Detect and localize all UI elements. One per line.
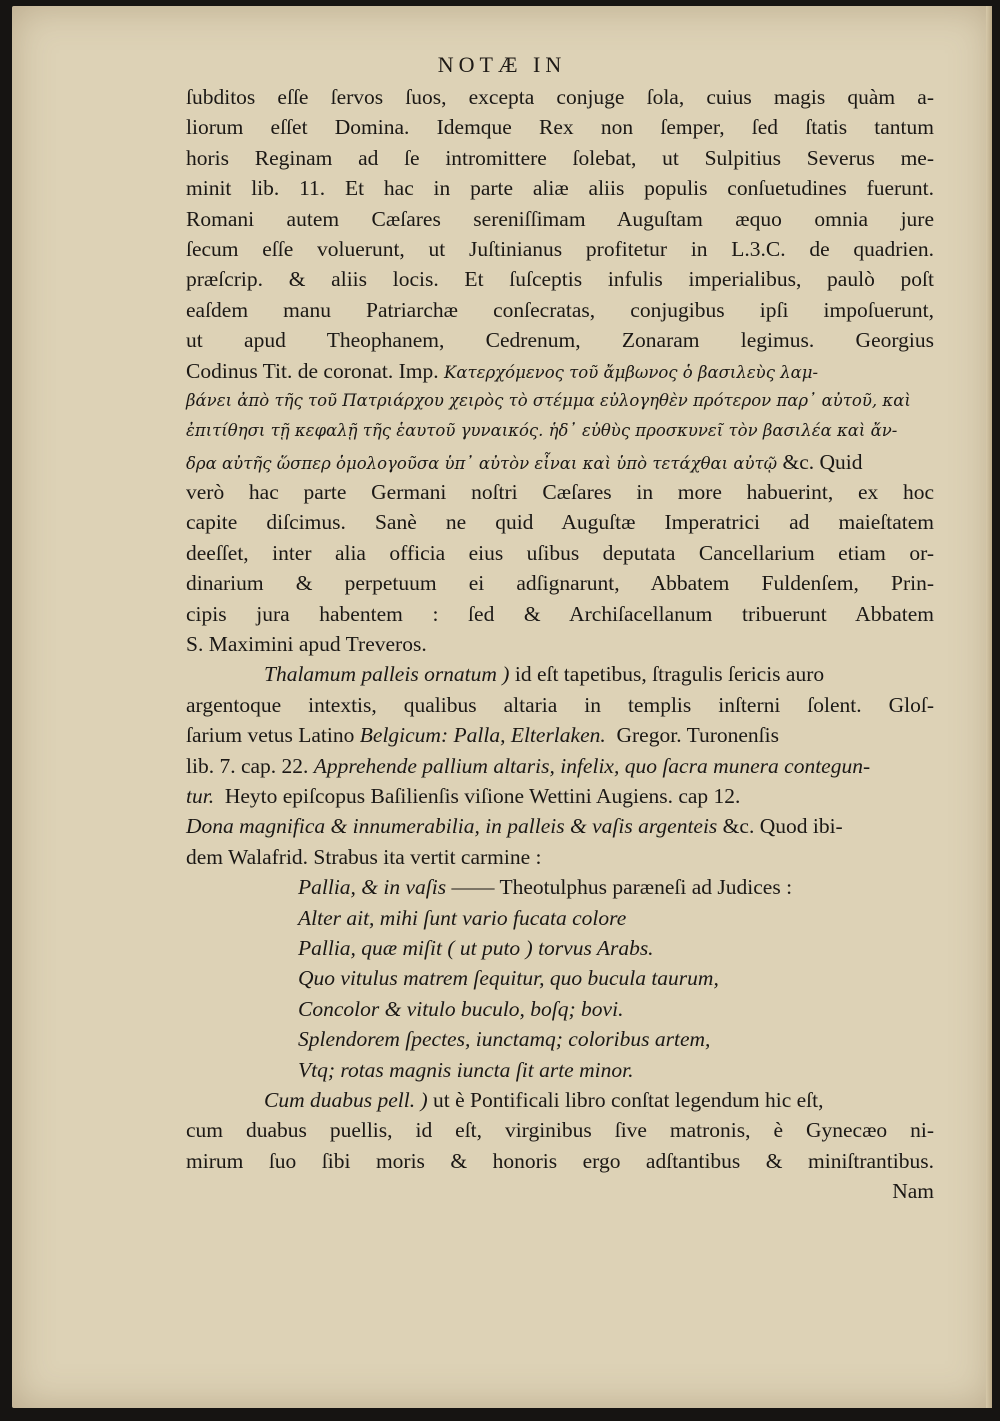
verse-line: Alter ait, mihi ſunt vario fucata colore (298, 905, 627, 930)
text-line: mirum ſuo ſibi moris & honoris ergo adſtantibus & miniſtrantibus. (186, 1148, 934, 1173)
text-segment: &c. Quid (782, 449, 863, 474)
text-line: S. Maximini apud Treveros. (186, 632, 427, 657)
body-text (186, 82, 934, 1206)
text-line (186, 872, 934, 902)
text-line: deeſſet, inter alia officia eius uſibus deputata Cancellarium etiam or- (186, 540, 934, 565)
text-line (186, 751, 934, 781)
text-line: dinarium & perpetuum ei adſignarunt, Abbatem Fuldenſem, Prin- (186, 571, 934, 596)
quotation: Belgicum: Palla, Elterlaken. (359, 723, 606, 748)
text-line (186, 720, 934, 750)
greek-quote: Κατερχόμενος τοῦ ἄμβωνος ὁ βασιλεὺς λαμ- (444, 362, 819, 382)
text-segment: id eſt tapetibus, ſtragulis ſericis auro (514, 662, 825, 687)
text-line (186, 447, 934, 477)
text-segment: lib. 7. cap. 22. (186, 753, 309, 778)
text-segment: —— Theotulphus paræneſi ad Judices : (451, 875, 793, 900)
lemma: Thalamum palleis ornatum ) (264, 662, 510, 687)
greek-line: ἐπιτίθησι τῇ κεφαλῇ τῆς ἑαυτοῦ γυναικός. ἡδ᾽ εὐθὺς προσκυνεῖ τὸν βασιλέα καὶ ἄν- (186, 421, 898, 441)
running-header: NOTÆ IN (437, 52, 567, 77)
text-segment: ut è Pontificali libro conſtat legendum hic eſt, (433, 1087, 824, 1112)
text-line: ſubditos eſſe ſervos ſuos, excepta conjuge ſola, cuius magis quàm a- (186, 85, 934, 109)
text-line: minit lib. 11. Et hac in parte aliæ aliis populis conſuetudines fuerunt. (186, 176, 934, 201)
text-line: Romani autem Cæſares sereniſſimam Auguſtam æquo omnia jure (186, 206, 934, 231)
text-line: ſecum eſſe voluerunt, ut Juſtinianus profitetur in L.3.C. de quadrien. (186, 236, 934, 261)
text-line: verò hac parte Germani noſtri Cæſares in more habuerint, ex hoc (186, 480, 934, 505)
text-line: præſcrip. & aliis locis. Et ſuſceptis infulis imperialibus, paulò poſt (186, 267, 934, 292)
text-line: dem Walafrid. Strabus ita vertit carmine : (186, 844, 542, 869)
text-line: ut apud Theophanem, Cedrenum, Zonaram legimus. Georgius (186, 328, 934, 353)
quotation: tur. (186, 783, 215, 808)
text-line: cum duabus puellis, id eſt, virginibus ſive matronis, è Gynecæo ni- (186, 1118, 934, 1143)
verse-line: Vtq; rotas magnis iuncta ſit arte minor. (298, 1057, 634, 1082)
text-line (186, 781, 934, 811)
text-line (186, 1085, 934, 1115)
greek-line: βάνει ἀπὸ τῆς τοῦ Πατριάρχου χειρὸς τὸ στέμμα εὐλογηθὲν πρότερον παρ᾽ αὐτοῦ, καὶ (186, 390, 911, 410)
text-line: cipis jura habentem : ſed & Archiſacellanum tribuerunt Abbatem (186, 601, 934, 626)
verse-line: Quo vitulus matrem ſequitur, quo bucula taurum, (298, 966, 719, 991)
verse-line: Concolor & vitulo buculo, boſq; bovi. (298, 996, 624, 1021)
quotation: Dona magnifica & innumerabilia, in palleis & vaſis argenteis (186, 814, 718, 839)
book-page (12, 6, 992, 1408)
verse-line: Splendorem ſpectes, iunctamq; coloribus artem, (298, 1027, 711, 1052)
text-line: argentoque intextis, qualibus altaria in templis inſterni ſolent. Gloſ- (186, 692, 934, 717)
text-line (186, 356, 934, 386)
lemma: Cum duabus pell. ) (264, 1087, 428, 1112)
verse: Pallia, & in vaſis (298, 875, 447, 900)
text-line (186, 659, 934, 689)
greek-quote: δρα αὐτῆς ὥσπερ ὁμολογοῦσα ὑπ᾽ αὐτὸν εἶναι καὶ ὑπὸ τετάχθαι αὐτῷ (186, 453, 778, 473)
text-segment: ſarium vetus Latino (186, 723, 355, 748)
text-line: liorum eſſet Domina. Idemque Rex non ſemper, ſed ſtatis tantum (186, 115, 934, 140)
text-line: eaſdem manu Patriarchæ conſecratas, conjugibus ipſi impoſuerunt, (186, 297, 934, 322)
page-edge (986, 6, 992, 1408)
text-line: capite diſcimus. Sanè ne quid Auguſtæ Imperatrici ad maieſtatem (186, 510, 934, 535)
verse-line: Pallia, quæ miſit ( ut puto ) torvus Arabs. (298, 935, 654, 960)
text-segment: Gregor. Turonenſis (616, 723, 779, 748)
text-line (186, 811, 934, 841)
text-segment: Codinus Tit. de coronat. Imp. (186, 358, 439, 383)
text-segment: Heyto epiſcopus Baſilienſis viſione Wettini Augiens. cap 12. (224, 783, 741, 808)
text-line: horis Reginam ad ſe intromittere ſolebat, ut Sulpitius Severus me- (186, 145, 934, 170)
quotation: Apprehende pallium altaris, infelix, quo ſacra munera contegun- (313, 753, 871, 778)
catchword: Nam (892, 1179, 934, 1204)
text-segment: &c. Quod ibi- (722, 814, 843, 839)
